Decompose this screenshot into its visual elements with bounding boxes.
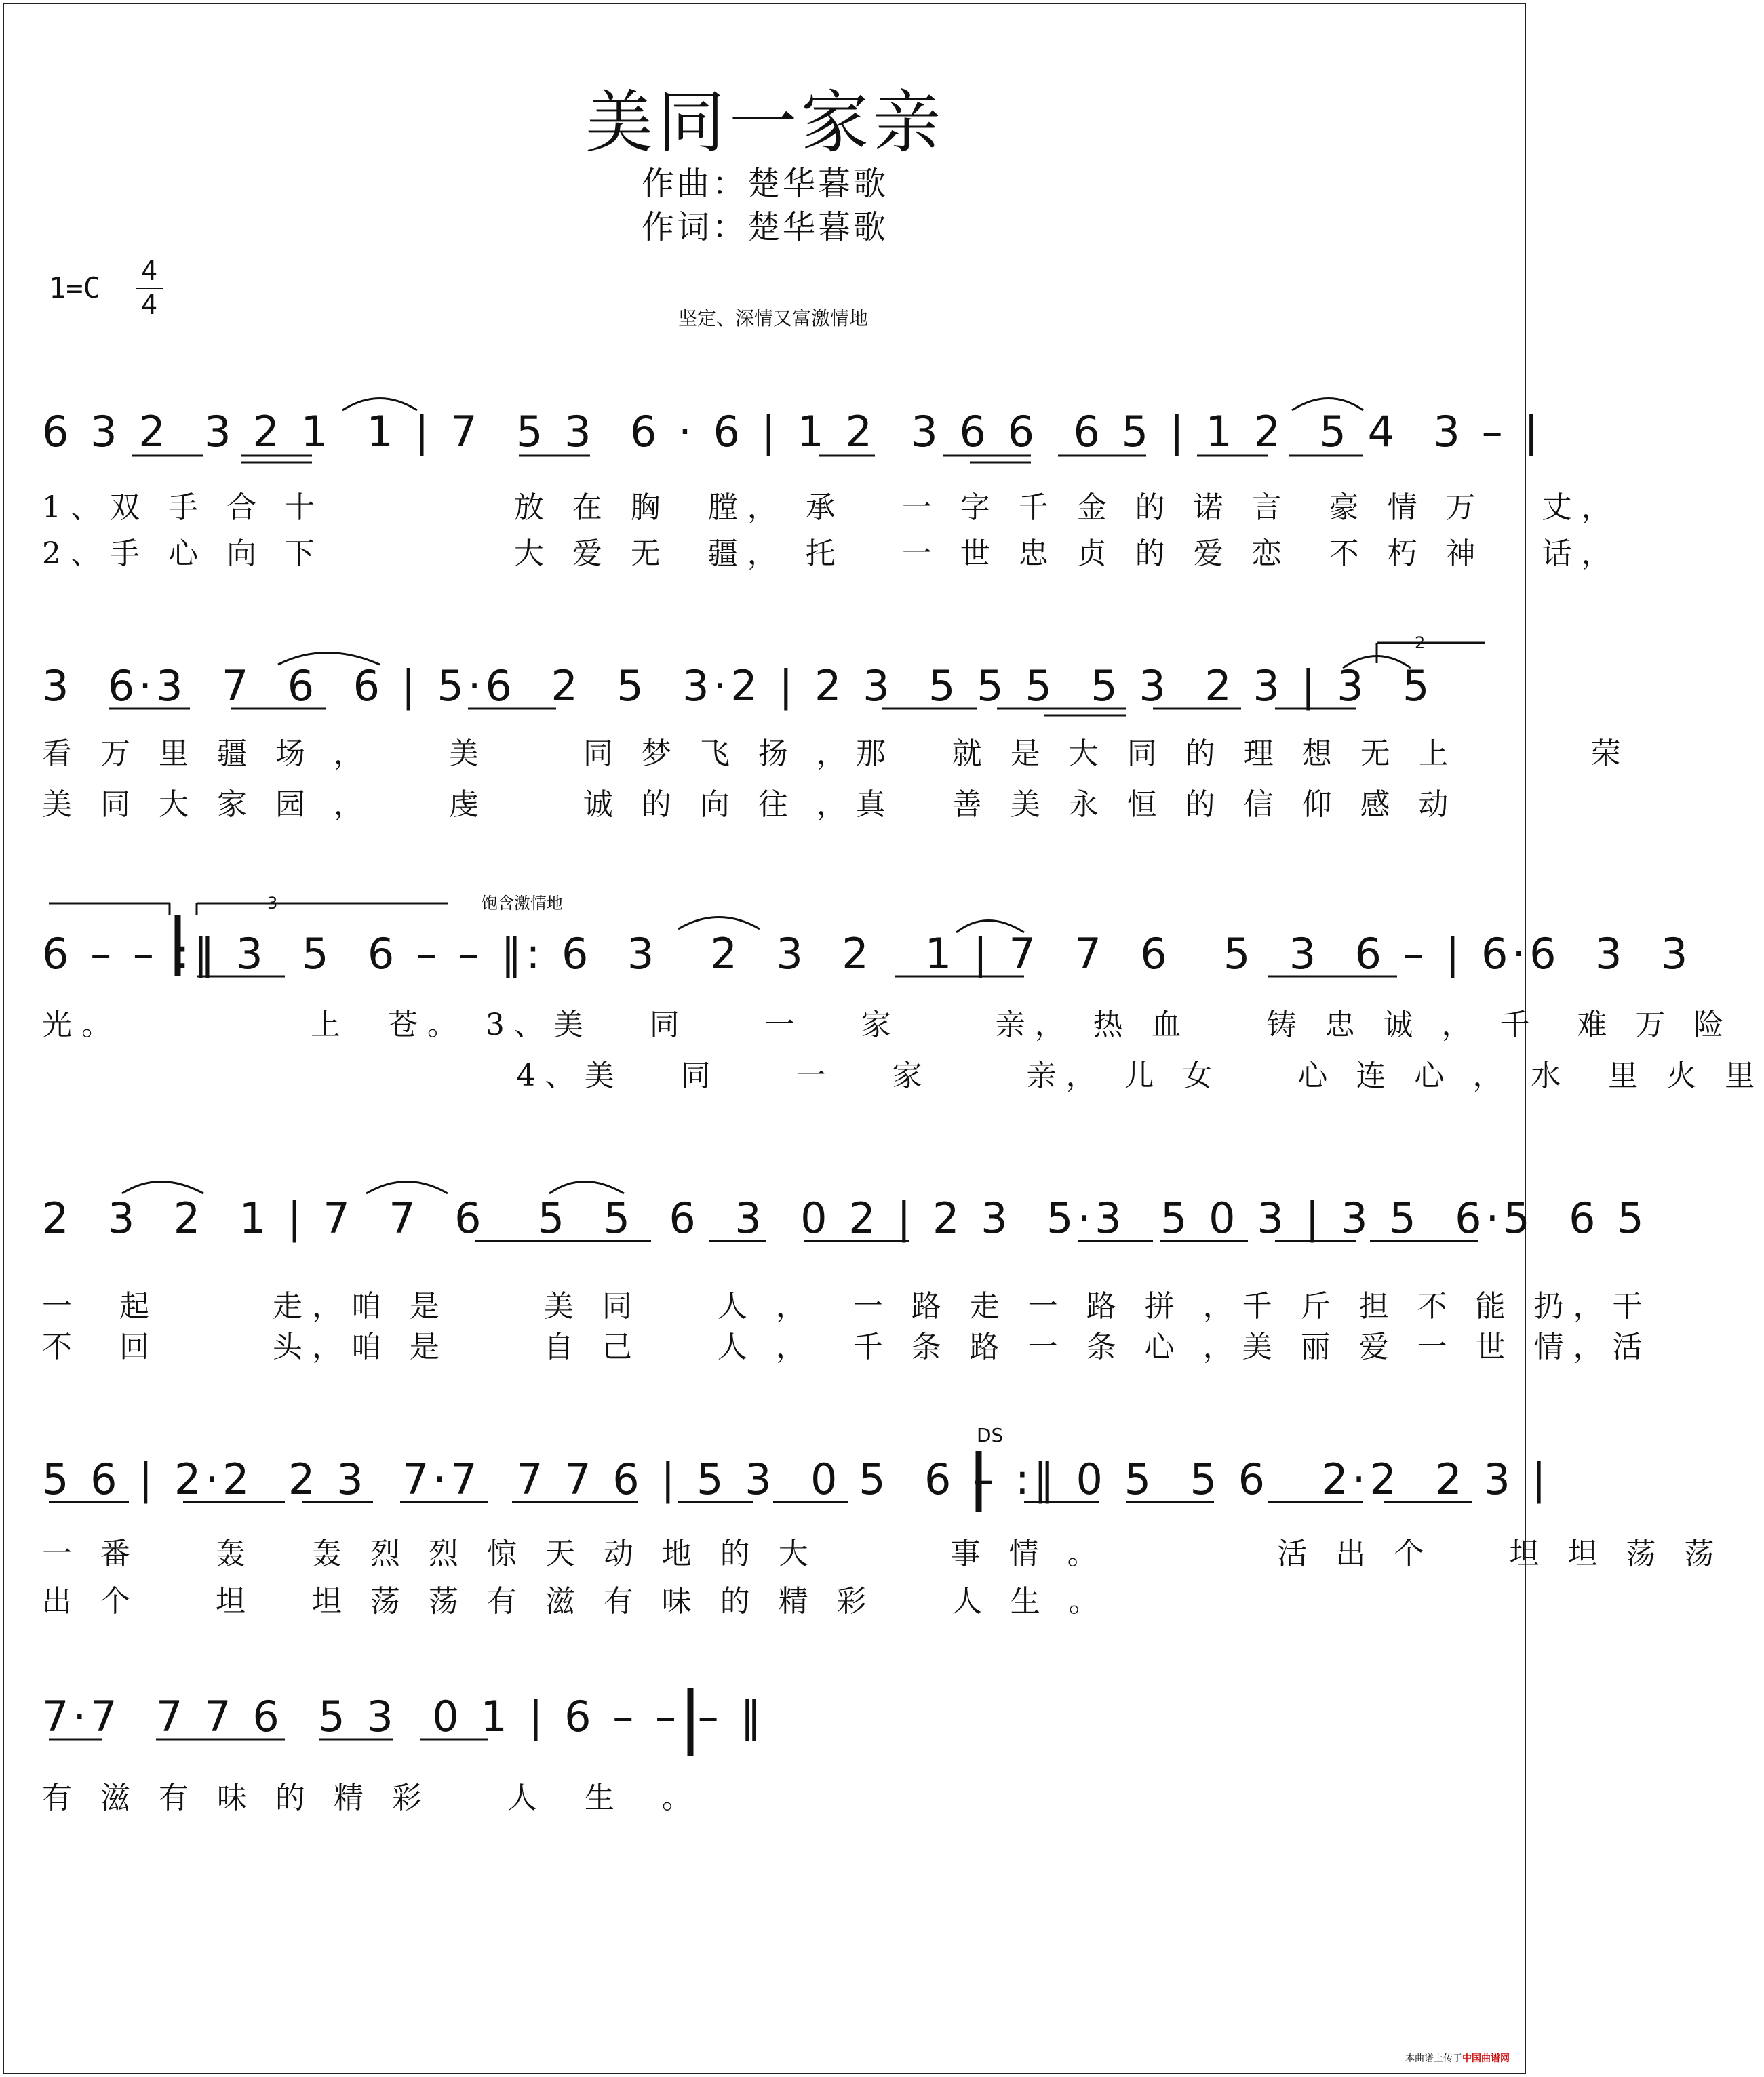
notation-row-1: 6 3 2 3 2 1 1 | 7 5 3 6 · 6 | 1 2 3 6 6 6 5 | 1 2 5 4 3 – | [42,407,1543,456]
volta-3-label: 3 [267,894,278,913]
expression-marking: 饱含激情地 [482,894,563,913]
time-signature [136,256,163,320]
notation-row-2: 3 6·3 7 6 6 | 5·6 2 5 3·2 | 2 3 5 5 5 5 3 2 3 | 3 5 [42,661,1434,711]
composer-credit: 作曲：楚华暮歌 [641,165,888,203]
key-signature: 1=C [49,271,100,304]
notation-row-6: 7·7 7 7 6 5 3 0 1 | 6 – – – ‖ [42,1692,766,1741]
lyric-row-1-verse-1: 1、双 手 合 十 放 在 胸 膛， 承 一 字 千 金 的 诺 言 豪 情 万 丈， [42,490,1621,525]
lyric-row-4-verse-2: 不 回 头，咱 是 自 己 人 ， 千 条 路 一 条 心 ，美 丽 爱 一 世 情，活 [42,1330,1652,1364]
lyric-row-3-verse-1: 光。 上 苍。 3、美 同 一 家 亲， 热 血 铸 忠 诚 ， 千 难 万 险 [42,1008,1733,1042]
lyric-row-3-verse-2: 4、美 同 一 家 亲， 儿 女 心 连 心 ， 水 里 火 里 [42,1059,1764,1093]
lyricist-credit: 作词：楚华暮歌 [641,208,888,246]
lyric-row-2-verse-1: 看 万 里 疆 场 ， 美 同 梦 飞 扬 ，那 就 是 大 同 的 理 想 无 上 荣 [42,736,1630,771]
lyric-row-5-verse-1: 一 番 轰 轰 烈 烈 惊 天 动 地 的 大 事 情 。 活 出 个 坦 坦 荡 荡 [42,1537,1724,1571]
lyric-row-5-verse-2: 出 个 坦 坦 荡 荡 有 滋 有 味 的 精 彩 人 生 。 [42,1584,1108,1619]
meter-top: 4 [140,256,158,287]
meter-bottom: 4 [140,290,158,321]
dal-segno-marking: DS [977,1424,1004,1446]
notation-row-5: 5 6 | 2·2 2 3 7·7 7 7 6 | 5 3 0 5 6 – :‖ 0 5 5 6 2·2 2 3 | [42,1455,1550,1504]
lyric-row-1-verse-2: 2、手 心 向 下 大 爱 无 疆， 托 一 世 忠 贞 的 爱 恋 不 朽 神 话， [42,536,1621,571]
footer-brand-logo: 中国曲谱网 [1462,2053,1510,2064]
tempo-marking: 坚定、深情又富激情地 [678,307,869,330]
footer-text: 本曲谱上传于 [1405,2053,1462,2064]
meter-divider [136,288,163,289]
lyric-row-4-verse-1: 一 起 走，咱 是 美 同 人 ， 一 路 走 一 路 拼 ，千 斤 担 不 能 扔，干 [42,1289,1652,1324]
song-title: 美同一家亲 [585,83,945,162]
lyric-row-2-verse-2: 美 同 大 家 园 ， 虔 诚 的 向 往 ，真 善 美 永 恒 的 信 仰 感 动 [42,787,1458,822]
notation-row-3: 6 – – :‖ 3 5 6 – – ‖: 6 3 2 3 2 1 | 7 7 6 5 3 6 – | 6·6 3 3 [42,929,1692,978]
lyric-row-6-verse-1: 有 滋 有 味 的 精 彩 人 生 。 [42,1781,701,1815]
footer-credit [1405,2051,1510,2065]
volta-2-label: 2 [1415,633,1426,652]
notation-row-4: 2 3 2 1 | 7 7 6 5 5 6 3 0 2 | 2 3 5·3 5 0 3 | 3 5 6·5 6 5 [42,1193,1648,1243]
